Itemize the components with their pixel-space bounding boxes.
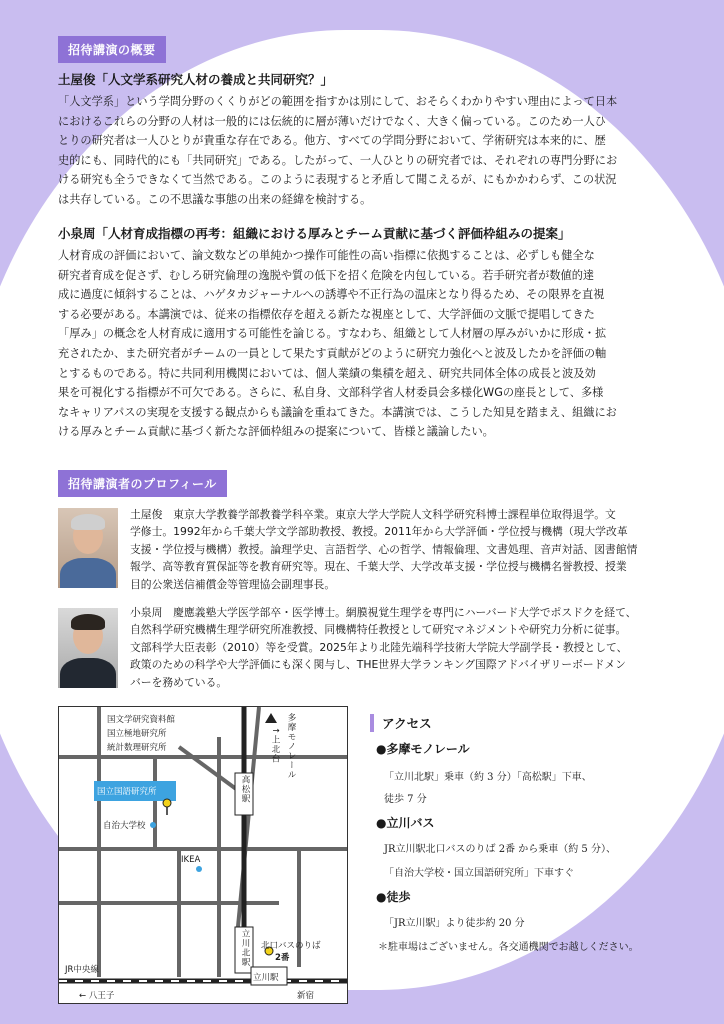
bio-line: 目的公衆送信補償金等管理協会副理事長。 xyxy=(130,577,336,591)
talk2-line: 成に過度に傾斜することは、ハゲタカジャーナルへの誘導や不正行為の温床となり得るため、その限界を直視 xyxy=(58,288,605,302)
map-label-hachioji: ← 八王子 xyxy=(79,991,115,1001)
talk1-abstract xyxy=(58,92,672,210)
bio-line: 政策のための科学や大学評価にも深く関与し、THE世界大学ランキング国際アドバイザリーボードメン xyxy=(130,658,626,672)
speaker1-photo xyxy=(58,508,118,588)
bio-line: 支援・学位授与機構）教授。論理学史、言語哲学、心の哲学、情報倫理、文書処理、音声対話、図書館情 xyxy=(130,542,638,556)
talk2-line: 「厚み」の概念を人材育成に適用する可能性を論じる。すなわち、組織として人材層の厚みがいかに形成・拡 xyxy=(58,327,607,341)
bus-text-2: 「自治大学校・国立国語研究所」下車すぐ xyxy=(384,868,574,879)
access-map xyxy=(58,706,348,1004)
map-label-takamatsu: 高松駅 xyxy=(240,775,250,804)
profile-heading: 招待講演者のプロフィール xyxy=(58,470,227,497)
talk2-line: なキャリアパスの実現を支援する観点からも議論を重ねてきた。本講演では、こうした知見を踏まえ、組織にお xyxy=(58,405,617,419)
map-label-jichi: 自治大学校 xyxy=(103,821,146,831)
parking-note: ＊駐車場はございません。各交通機関でお越しください。 xyxy=(378,942,639,953)
talk2-title: 小泉周「人材育成指標の再考：組織における厚みとチーム貢献に基づく評価枠組みの提案」 xyxy=(58,226,571,241)
bio-line: 学修士。1992年から千葉大学文学部助教授、教授。2011年から大学評価・学位授与機構（現大学改革 xyxy=(130,525,628,539)
speaker2-photo xyxy=(58,608,118,688)
map-label-tokei: 統計数理研究所 xyxy=(107,743,167,753)
map-label-bus-stop: 北口バスのりば xyxy=(261,941,321,951)
talk1-line: 「人文学系」という学問分野のくくりがどの範囲を指すかは別にして、おそらくわかりやすい理由によって日本 xyxy=(58,95,618,108)
talk2-line: する必要がある。本講演では、従来の指標依存を超える新たな視座として、大学評価の文脈で提唱してきた xyxy=(58,307,595,321)
overview-heading: 招待講演の概要 xyxy=(58,36,166,63)
talk2-line: 人材育成の評価において、論文数などの単純かつ操作可能性の高い指標に依拠することは、必ずしも健全な xyxy=(58,249,595,262)
access-title: アクセス xyxy=(370,714,432,732)
bus-heading: ●立川バス xyxy=(376,816,435,830)
map-label-bus-no: 2番 xyxy=(275,953,290,963)
map-label-kyokuchi: 国立極地研究所 xyxy=(107,729,167,739)
talk1-line: とりの研究者は一人ひとりが貴重な存在である。他方、すべての学問分野において、学術研究は本来的に、歴 xyxy=(58,134,606,148)
monorail-text-2: 徒歩 7 分 xyxy=(384,794,427,805)
talk2-line: 果を可視化する指標が不可欠である。さらに、私自身、文部科学省人材委員会多様化WGの座長として、多様 xyxy=(58,386,604,400)
map-label-monorail: 多摩モノレール xyxy=(286,713,296,780)
talk2-line: 研究者育成を促さず、むしろ研究倫理の逸脱や質の低下を招く危険を内包している。若手研究者が数値的達 xyxy=(58,268,595,282)
map-label-bunken: 国文学研究資料館 xyxy=(107,715,176,725)
bio-line: 報学、高等教育質保証等を教育研究等。現在、千葉大学、大学改革支援・学位授与機構名誉教授、授業 xyxy=(130,560,627,574)
map-label-tachikawa-kita: 立川北駅 xyxy=(240,929,250,967)
talk2-line: とするものである。特に共同利用機関においては、個人業績の集積を超え、研究共同体全体の成長と波及効 xyxy=(58,366,596,380)
bio-line: 自然科学研究機構生理学研究所准教授、同機構特任教授として研究マネジメントや研究力分析に従事。 xyxy=(130,623,627,637)
map-label-ninjal: 国立国語研究所 xyxy=(97,787,157,797)
map-label-shinjuku: 新宿 xyxy=(297,991,315,1001)
walk-text: 「JR立川駅」より徒歩約 20 分 xyxy=(384,918,525,929)
talk2-abstract xyxy=(58,246,672,442)
talk1-line: ける研究も全うできなくて当然である。このように表現すると矛盾して聞こえるが、にもかかわらず、この状況 xyxy=(58,173,617,187)
talk1-line: におけるこれらの分野の人材は一般的には伝統的に層が薄いだけでなく、大きく偏っている。このため一人ひ xyxy=(58,114,606,128)
speaker2-bio xyxy=(130,604,675,691)
monorail-text-1: 「立川北駅」乗車（約 3 分）「高松駅」下車、 xyxy=(384,772,592,783)
walk-heading: ●徒歩 xyxy=(376,890,411,904)
bio-line: 土屋俊 東京大学教養学部教養学科卒業。東京大学大学院人文科学研究科博士課程単位取得退学。文 xyxy=(130,508,616,521)
talk1-line: 史的にも、同時代的にも「共同研究」である。したがって、一人ひとりの研究者では、それぞれの専門分野にお xyxy=(58,153,618,167)
speaker1-bio xyxy=(130,506,675,593)
bus-text-1: JR立川駅北口バスのりば 2番 から乗車（約 5 分）、 xyxy=(384,844,616,855)
map-roads xyxy=(59,707,347,1003)
map-label-kamikitadai: ↑上北台 xyxy=(270,727,280,764)
map-label-ikea: IKEA xyxy=(181,855,201,865)
talk2-line: 充されたか、また研究者がチームの一員として果たす貢献がどのように研究力強化へと波及したかを評価の軸 xyxy=(58,346,607,360)
bio-line: バーを務めている。 xyxy=(130,675,228,689)
talk2-line: ける厚みとチーム貢献に基づく新たな評価枠組みの提案について、皆様と議論したい。 xyxy=(58,425,494,439)
talk1-line: は共存している。この不思議な事態の出来の経緯を検討する。 xyxy=(58,192,372,206)
bio-line: 小泉周 慶應義塾大学医学部卒・医学博士。網膜視覚生理学を専門にハーバード大学でポスドクを経て、 xyxy=(130,606,637,619)
map-label-jr: JR中央線 xyxy=(65,965,99,975)
monorail-heading: ●多摩モノレール xyxy=(376,742,470,756)
bio-line: 文部科学大臣表彰（2010）等を受賞。2025年より北陸先端科学技術大学院大学副学長・教授として、 xyxy=(130,640,628,654)
talk1-title: 土屋俊「人文学系研究人材の養成と共同研究？」 xyxy=(58,72,334,87)
map-label-tachikawa: 立川駅 xyxy=(253,973,279,983)
